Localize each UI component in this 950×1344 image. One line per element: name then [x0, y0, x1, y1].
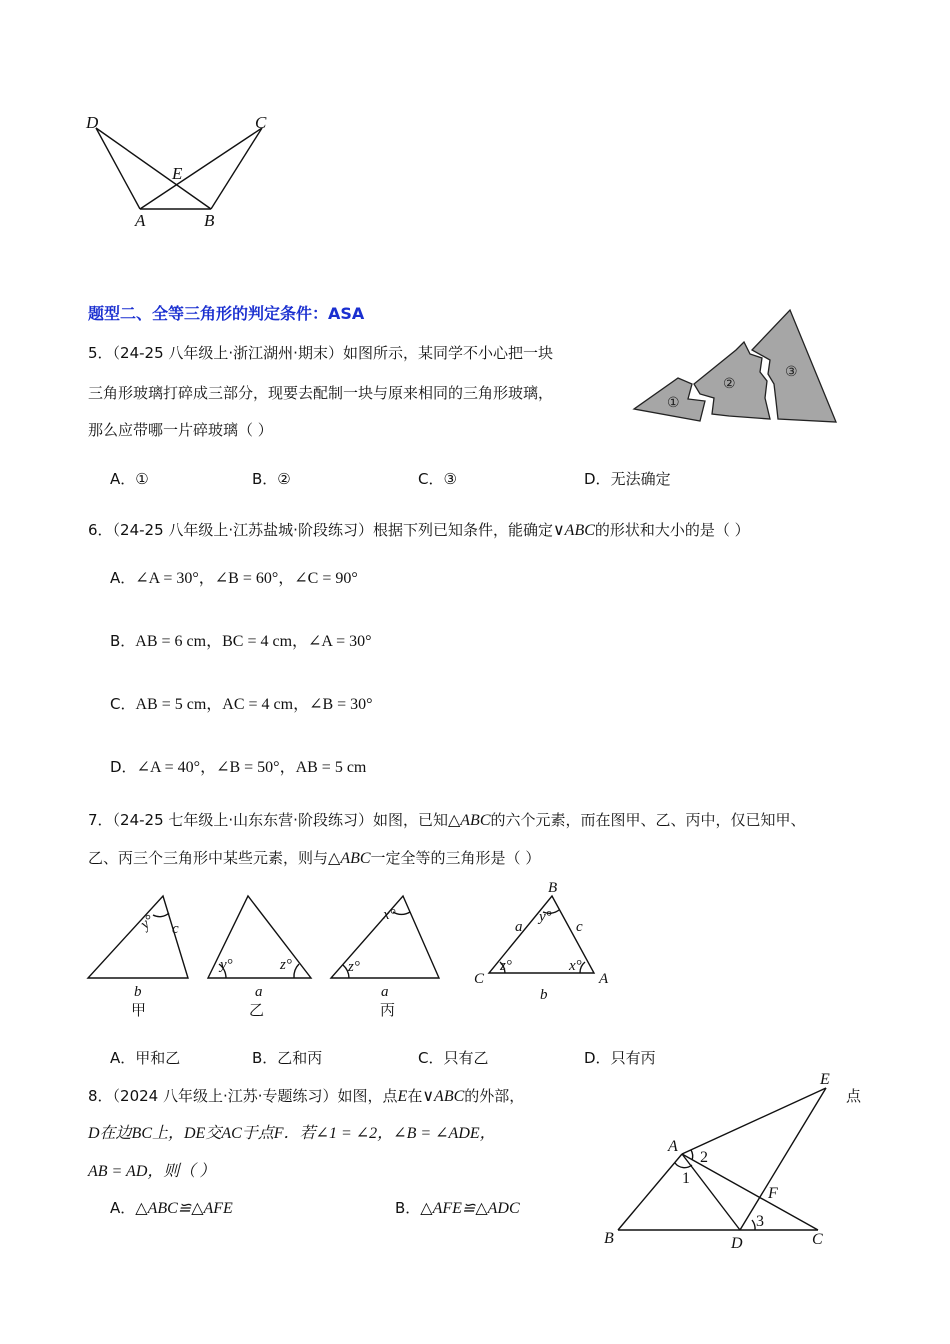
q7-text-1-pre: 如图，已知 — [372, 811, 448, 829]
label-yi: 乙 — [249, 1001, 265, 1019]
q7-triangle-2: △ABC — [328, 850, 371, 867]
q7-option-b-letter: B． — [252, 1049, 278, 1067]
q7-text-1-post: 的六个元素，而在图甲、乙、丙中，仅已知甲、 — [490, 811, 806, 829]
q6-option-d-letter: D． — [110, 758, 137, 776]
q5-source: （24-25 八年级上·浙江湖州·期末） — [112, 344, 343, 362]
q8-option-b-text: △AFE≌△ADC — [420, 1200, 520, 1217]
q8-text-1-pre: 如图，点 — [337, 1087, 398, 1105]
figure-q7-triangles — [80, 876, 640, 1026]
q8-option-a-letter: A． — [110, 1199, 136, 1217]
q7-option-b[interactable] — [252, 1048, 322, 1068]
q5-text-1: 如图所示，某同学不小心把一块 — [342, 344, 553, 362]
q7-option-a-text: 甲和乙 — [135, 1049, 181, 1067]
q8-label-f: F — [768, 1185, 778, 1202]
q7-text-2-pre: 乙、丙三个三角形中某些元素，则与 — [88, 849, 329, 867]
q5-option-a-text: ① — [135, 470, 149, 488]
q6-triangle: ∨ABC — [552, 522, 595, 539]
abc-x: x° — [569, 958, 582, 974]
piece-2-label: ② — [723, 377, 736, 392]
q8-label-b: B — [604, 1230, 614, 1247]
q7-line1 — [88, 810, 806, 831]
bing-z: z° — [348, 959, 360, 975]
q5-option-a[interactable] — [110, 469, 149, 489]
label-a: A — [135, 211, 146, 230]
q7-option-c[interactable] — [418, 1048, 489, 1068]
q5-line3: 那么应带哪一片碎玻璃（ ） — [88, 421, 273, 439]
q5-option-d-letter: D． — [584, 470, 611, 488]
figure-broken-glass — [630, 306, 840, 426]
q8-text-1-mid: 在 — [407, 1087, 423, 1105]
q8-label-1: 1 — [682, 1170, 690, 1187]
q8-line3: AB = AD，则（ ） — [88, 1163, 216, 1180]
q5-option-a-letter: A． — [110, 470, 136, 488]
q8-line2: D在边BC上，DE交AC于点F．若∠1 = ∠2，∠B = ∠ADE， — [88, 1125, 496, 1142]
q7-triangle-1: △ABC — [447, 812, 491, 829]
q8-option-a[interactable] — [110, 1198, 233, 1219]
q5-option-c[interactable] — [418, 469, 457, 489]
abc-c: c — [576, 919, 583, 935]
q6-option-c-letter: C． — [110, 695, 136, 713]
q5-option-d-text: 无法确定 — [610, 470, 671, 488]
q6-option-a-text: ∠A = 30°，∠B = 60°，∠C = 90° — [135, 570, 358, 587]
yi-y: y° — [220, 957, 233, 973]
q7-option-a[interactable] — [110, 1048, 180, 1068]
q7-option-a-letter: A． — [110, 1049, 136, 1067]
q7-line2 — [88, 848, 540, 869]
q6-option-b-text: AB = 6 cm，BC = 4 cm，∠A = 30° — [135, 633, 372, 650]
bing-a: a — [381, 984, 389, 1000]
yi-a: a — [255, 984, 263, 1000]
q6-option-a-letter: A． — [110, 569, 136, 587]
q6-stem — [88, 520, 750, 541]
abc-b: b — [540, 987, 548, 1003]
q5-option-d[interactable] — [584, 469, 671, 489]
q6-number: 6． — [88, 521, 113, 539]
figure-quadrilateral-dcab — [80, 108, 280, 233]
q5-line2: 三角形玻璃打碎成三部分，现要去配制一块与原来相同的三角形玻璃， — [88, 384, 554, 402]
abc-C: C — [474, 971, 485, 987]
yi-z: z° — [280, 957, 292, 973]
label-e: E — [172, 164, 183, 183]
q8-triangle: ∨ABC — [422, 1088, 465, 1105]
section-heading: 题型二、全等三角形的判定条件：ASA — [88, 304, 365, 323]
q7-source: （24-25 七年级上·山东东营·阶段练习） — [112, 811, 373, 829]
q6-option-a[interactable] — [110, 568, 358, 589]
abc-a: a — [515, 919, 523, 935]
label-d: D — [86, 113, 99, 132]
q8-option-a-text: △ABC≌△AFE — [135, 1200, 233, 1217]
abc-y: y° — [539, 909, 552, 925]
q6-option-b-letter: B． — [110, 632, 136, 650]
figure-q8 — [600, 1070, 850, 1250]
q8-label-3: 3 — [756, 1213, 764, 1230]
q8-line1 — [88, 1086, 524, 1107]
q8-label-e: E — [820, 1071, 830, 1088]
q6-text-pre: 根据下列已知条件，能确定 — [372, 521, 553, 539]
q6-option-b[interactable] — [110, 631, 372, 652]
abc-B: B — [548, 880, 558, 896]
q6-option-c[interactable] — [110, 694, 373, 715]
q8-text-1-post: 的外部， — [464, 1087, 525, 1105]
label-c: C — [255, 113, 267, 132]
bing-x: x° — [383, 907, 396, 923]
abc-A: A — [599, 971, 609, 987]
q7-number: 7． — [88, 811, 113, 829]
q6-text-post: 的形状和大小的是（ ） — [594, 521, 750, 539]
q8-label-2: 2 — [700, 1149, 708, 1166]
q7-option-b-text: 乙和丙 — [277, 1049, 323, 1067]
q5-option-c-letter: C． — [418, 470, 444, 488]
q5-line1 — [88, 343, 553, 363]
q7-option-d[interactable] — [584, 1048, 656, 1068]
jia-b: b — [134, 984, 142, 1000]
q7-option-c-text: 只有乙 — [443, 1049, 489, 1067]
q7-option-d-letter: D． — [584, 1049, 611, 1067]
q8-option-b[interactable] — [395, 1198, 520, 1219]
q8-source: （2024 八年级上·江苏·专题练习） — [112, 1087, 338, 1105]
q5-option-b-text: ② — [277, 470, 291, 488]
q8-label-a: A — [668, 1138, 678, 1155]
label-b: B — [204, 211, 215, 230]
abc-z: z° — [500, 958, 512, 974]
q7-option-c-letter: C． — [418, 1049, 444, 1067]
jia-y: y° — [137, 912, 158, 933]
q5-option-b[interactable] — [252, 469, 291, 489]
piece-3-label: ③ — [785, 365, 798, 380]
q8-point-e: E — [397, 1088, 408, 1105]
q5-option-b-letter: B． — [252, 470, 278, 488]
label-jia: 甲 — [131, 1001, 147, 1019]
label-bing: 丙 — [380, 1001, 396, 1019]
q8-label-d: D — [731, 1235, 743, 1250]
q5-option-c-text: ③ — [443, 470, 457, 488]
q8-number: 8． — [88, 1087, 113, 1105]
q8-dian: 点 — [846, 1087, 862, 1105]
piece-1-label: ① — [667, 396, 680, 411]
q8-option-b-letter: B． — [395, 1199, 421, 1217]
q8-label-c: C — [812, 1231, 823, 1248]
jia-c: c — [172, 921, 179, 937]
q5-number: 5． — [88, 344, 113, 362]
q6-option-d-text: ∠A = 40°，∠B = 50°，AB = 5 cm — [136, 759, 367, 776]
q7-text-2-post: 一定全等的三角形是（ ） — [370, 849, 541, 867]
q7-option-d-text: 只有丙 — [610, 1049, 656, 1067]
q6-option-c-text: AB = 5 cm，AC = 4 cm，∠B = 30° — [135, 696, 373, 713]
q6-source: （24-25 八年级上·江苏盐城·阶段练习） — [112, 521, 373, 539]
q6-option-d[interactable] — [110, 757, 366, 778]
